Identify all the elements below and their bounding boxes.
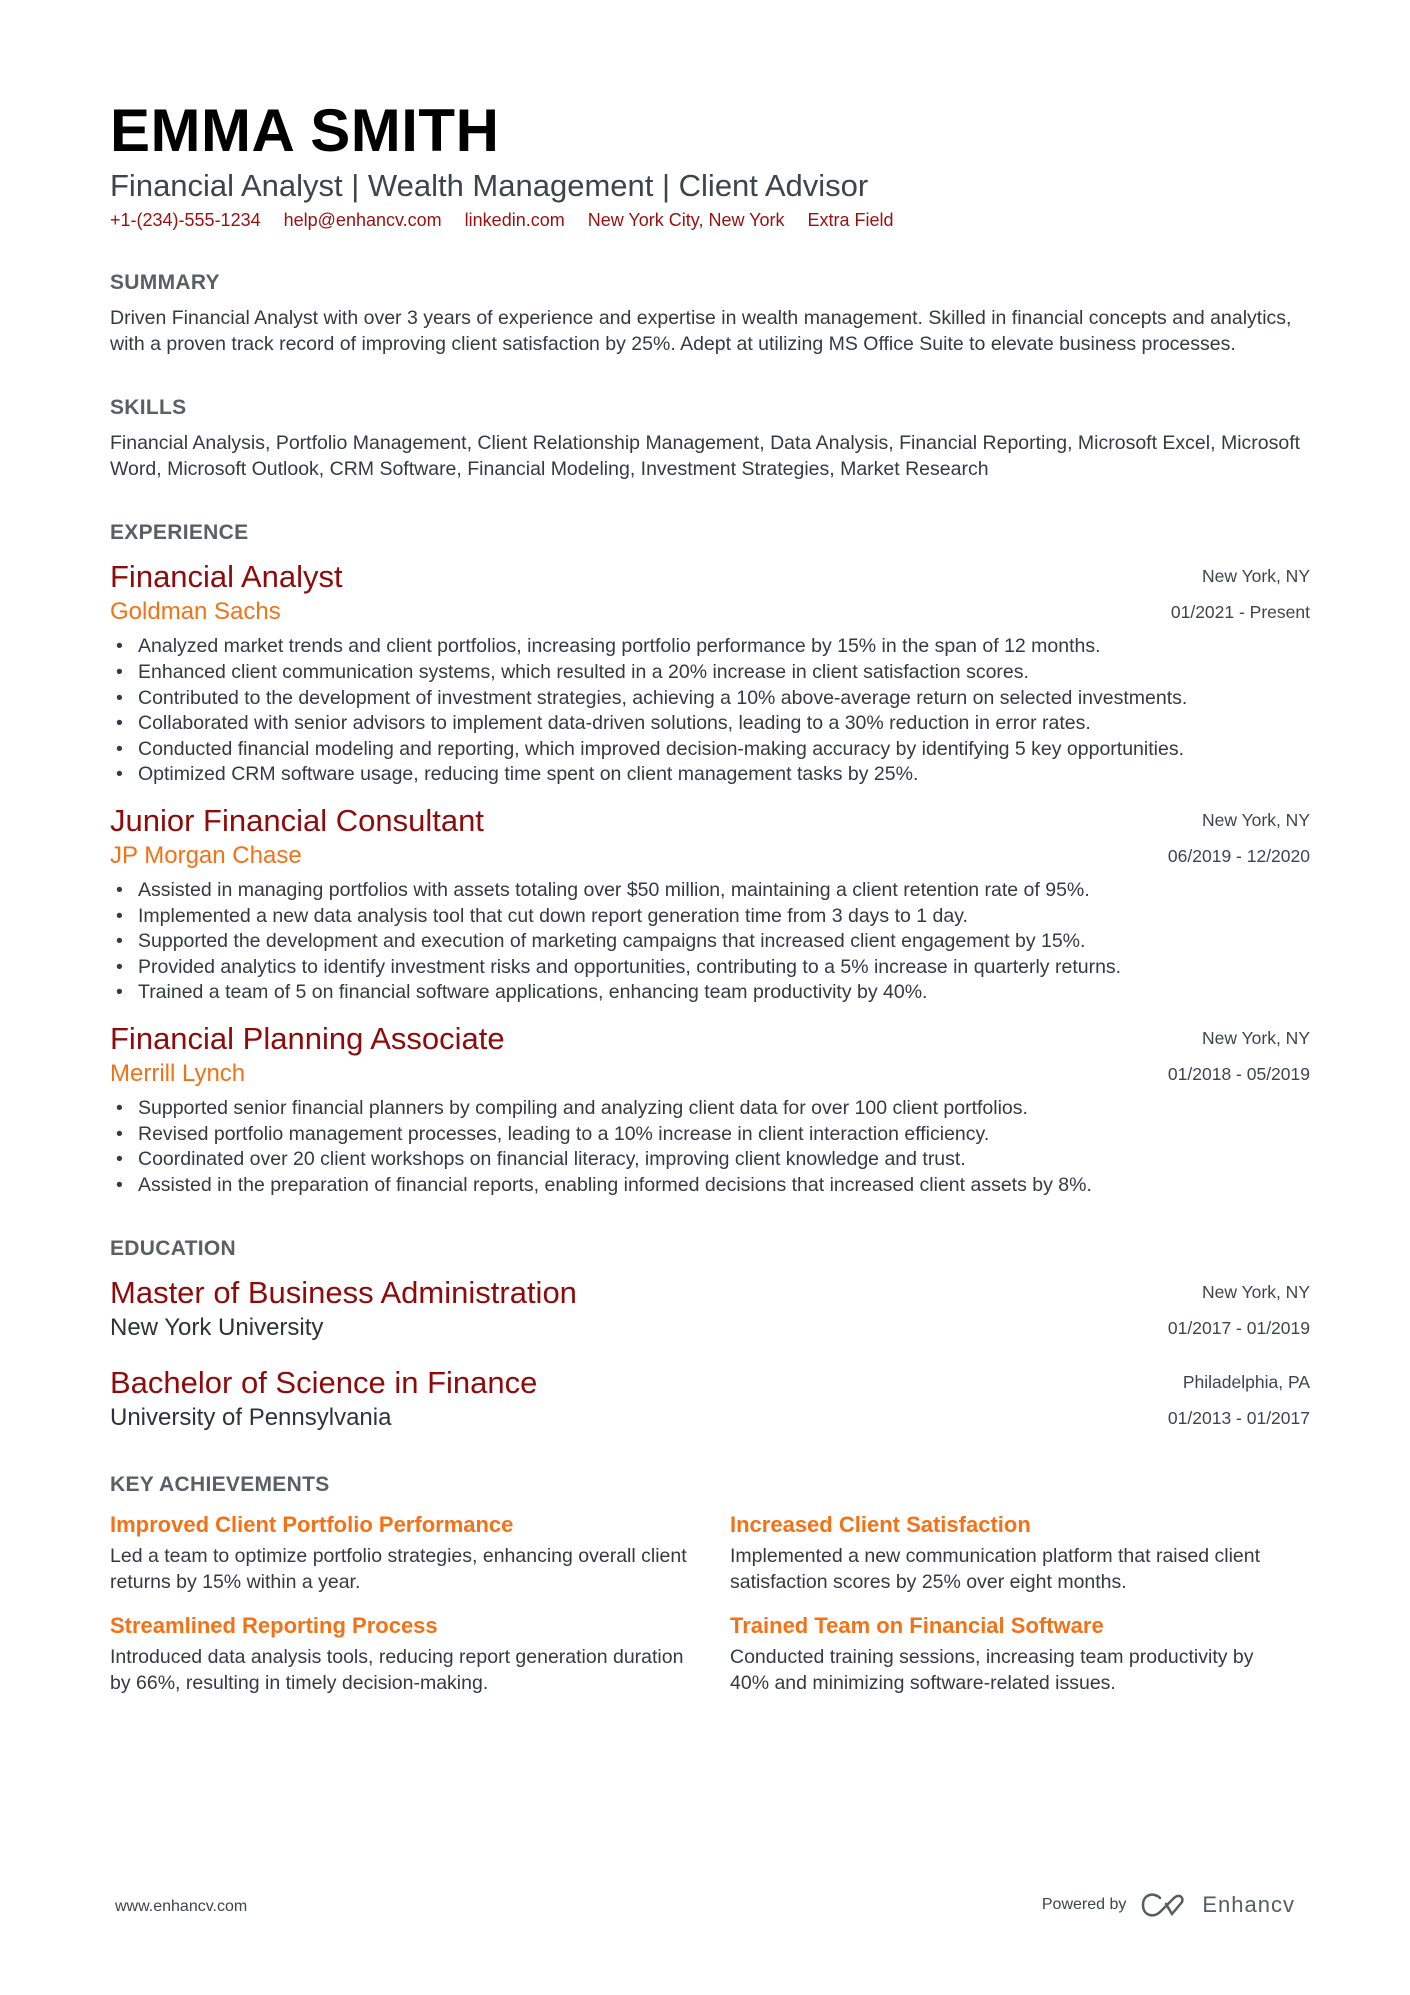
job-dates: 01/2018 - 05/2019	[1167, 1063, 1310, 1084]
job-location: New York, NY	[1202, 809, 1310, 830]
job-title: Financial Analyst	[110, 559, 343, 595]
achievement-text: Implemented a new communication platform that raised client satisfaction scores by 25% over eight months.	[730, 1545, 1261, 1593]
bullet-item: • Analyzed market trends and client portfolios, increasing portfolio performance by 15% in the span of 12 months.	[110, 634, 1310, 660]
bullet-item: • Enhanced client communication systems, which resulted in a 20% increase in client satisfaction scores.	[110, 660, 1310, 686]
school-location: Philadelphia, PA	[1182, 1372, 1310, 1393]
section-heading-achievements: KEY ACHIEVEMENTS	[110, 1473, 330, 1497]
experience-list	[110, 558, 1310, 1198]
bullet-item: • Contributed to the development of investment strategies, achieving a 10% above-average return on selected investments.	[110, 686, 1310, 712]
education-dates: 01/2013 - 01/2017	[1167, 1408, 1310, 1429]
bullet-item: • Conducted financial modeling and reporting, which improved decision-making accuracy by identifying 5 key opportunities.	[110, 737, 1310, 763]
bullet-item: • Assisted in managing portfolios with assets totaling over $50 million, maintaining a client retention rate of 95%.	[110, 878, 1310, 904]
bullet-item: • Provided analytics to identify investment risks and opportunities, contributing to a 5% increase in quarterly returns.	[110, 955, 1310, 981]
job-location: New York, NY	[1202, 1027, 1310, 1048]
achievement-title: Streamlined Reporting Process	[110, 1613, 438, 1639]
company-name: JP Morgan Chase	[110, 841, 302, 869]
bullet-item: • Optimized CRM software usage, reducing time spent on client management tasks by 25%.	[110, 762, 1310, 788]
extra-field: Extra Field	[807, 210, 894, 230]
section-heading-experience: EXPERIENCE	[110, 521, 249, 545]
achievement-title: Increased Client Satisfaction	[730, 1512, 1031, 1538]
school-location: New York, NY	[1202, 1282, 1310, 1303]
linkedin-link[interactable]: linkedin.com	[464, 210, 565, 230]
bullet-list	[110, 1096, 1310, 1198]
resume	[110, 98, 1310, 1697]
bullet-list	[110, 634, 1310, 788]
job-title: Junior Financial Consultant	[110, 802, 484, 838]
company-name: Merrill Lynch	[110, 1059, 246, 1087]
bullet-item: • Assisted in the preparation of financial reports, enabling informed decisions that increased client assets by 8%.	[110, 1173, 1310, 1199]
section-heading-skills: SKILLS	[110, 396, 187, 420]
degree: Bachelor of Science in Finance	[110, 1365, 538, 1401]
bullet-item: • Supported the development and execution of marketing campaigns that increased client engagement by 15%.	[110, 929, 1310, 955]
achievement-item	[730, 1611, 1310, 1696]
bullet-item: • Trained a team of 5 on financial software applications, enhancing team productivity by 40%.	[110, 980, 1310, 1006]
bullet-item: • Coordinated over 20 client workshops on financial literacy, improving client knowledge and trust.	[110, 1147, 1310, 1173]
job-dates: 01/2021 - Present	[1170, 602, 1310, 623]
bullet-item: • Supported senior financial planners by compiling and analyzing client data for over 100 client portfolios.	[110, 1096, 1310, 1122]
achievement-item	[110, 1611, 730, 1696]
bullet-list	[110, 878, 1310, 1006]
experience-entry	[110, 1020, 1310, 1198]
experience-entry	[110, 558, 1310, 788]
bullet-item: • Collaborated with senior advisors to implement data-driven solutions, leading to a 30% reduction in error rates.	[110, 711, 1310, 737]
email[interactable]: help@enhancv.com	[283, 210, 442, 230]
brand-name: Enhancv	[1202, 1892, 1295, 1917]
enhancv-logo-icon	[1140, 1892, 1188, 1918]
section-heading-summary: SUMMARY	[110, 271, 220, 294]
education-dates: 01/2017 - 01/2019	[1167, 1318, 1310, 1339]
degree: Master of Business Administration	[110, 1275, 577, 1311]
company-name: Goldman Sachs	[110, 598, 281, 626]
job-dates: 06/2019 - 12/2020	[1167, 845, 1310, 866]
achievement-text: Conducted training sessions, increasing team productivity by 40% and minimizing software-related issues.	[730, 1646, 1254, 1695]
education-list	[110, 1274, 1310, 1434]
achievements-grid	[110, 1510, 1310, 1696]
powered-by-label: Powered by	[1041, 1896, 1127, 1913]
summary-text: Driven Financial Analyst with over 3 years of experience and expertise in wealth management. Skilled in financial concepts and analytics, with a proven track record of improving client satisfaction by 25%. Adept at utilizing MS Office Suite to elevate business processes.	[110, 307, 1292, 355]
school-name: New York University	[110, 1314, 324, 1342]
skills-text: Financial Analysis, Portfolio Management, Client Relationship Management, Data Analysis, Financial Reporting, Microsoft Excel, Microsoft Word, Microsoft Outlook, CRM Software, Financial Modeling, Investment Strategies, Market Research	[110, 432, 1301, 480]
footer	[115, 1892, 1295, 1917]
experience-entry	[110, 802, 1310, 1006]
achievement-item	[730, 1510, 1310, 1595]
achievement-title: Improved Client Portfolio Performance	[110, 1512, 514, 1538]
achievement-title: Trained Team on Financial Software	[730, 1613, 1104, 1639]
location: New York City, New York	[587, 210, 785, 230]
bullet-item: • Revised portfolio management processes, leading to a 10% increase in client interaction efficiency.	[110, 1122, 1310, 1148]
headline: Financial Analyst | Wealth Management | Client Advisor	[110, 168, 869, 203]
job-location: New York, NY	[1202, 566, 1310, 587]
candidate-name: EMMA SMITH	[110, 97, 500, 164]
education-entry	[110, 1364, 1310, 1434]
phone[interactable]: +1-(234)-555-1234	[110, 210, 261, 230]
job-title: Financial Planning Associate	[110, 1020, 505, 1056]
contact-info	[110, 208, 1310, 232]
section-heading-education: EDUCATION	[110, 1237, 236, 1261]
website-link[interactable]: www.enhancv.com	[115, 1898, 248, 1915]
achievement-text: Introduced data analysis tools, reducing report generation duration by 66%, resulting in timely decision-making.	[110, 1646, 684, 1695]
education-entry	[110, 1274, 1310, 1344]
achievement-item	[110, 1510, 730, 1595]
bullet-item: • Implemented a new data analysis tool that cut down report generation time from 3 days to 1 day.	[110, 904, 1310, 930]
achievement-text: Led a team to optimize portfolio strategies, enhancing overall client returns by 15% within a year.	[110, 1545, 687, 1593]
school-name: University of Pennsylvania	[110, 1404, 392, 1432]
